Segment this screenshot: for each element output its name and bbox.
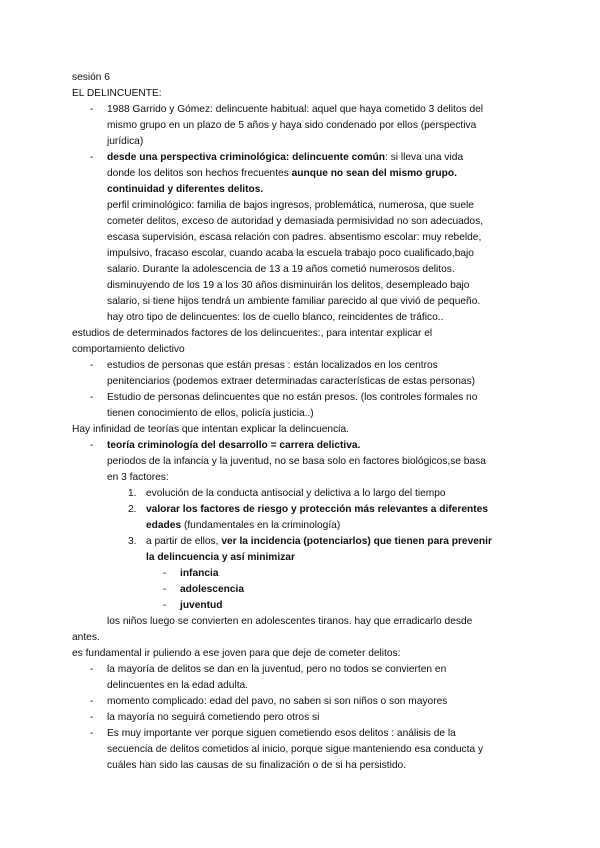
text-line: hay otro tipo de delincuentes: los de cuello blanco, reincidentes de tráfico.. (107, 312, 444, 323)
text-line: cometer delitos, exceso de autoridad y demasiada permisividad no son adecuados, (107, 216, 484, 227)
list-number: 3. (128, 536, 137, 547)
text-line (107, 150, 463, 166)
text-line: Es muy importante ver porque siguen cometiendo esos delitos : análisis de la (107, 728, 456, 739)
bullet-dash: - (90, 392, 94, 403)
text-line: Estudio de personas delincuentes que no están presos. (los controles formales no (107, 392, 478, 403)
text-line: tienen conocimiento de ellos, policía justicia..) (107, 408, 314, 419)
text-line: la mayoría de delitos se dan en la juventud, pero no todos se convierten en (107, 664, 447, 675)
bold-text: valorar los factores de riesgo y protección más relevantes a diferentes (146, 504, 488, 515)
text-line: disminuyendo de los 19 a los 30 años disminuirán los delitos, desempleado bajo (107, 280, 470, 291)
text-line: mismo grupo en un plazo de 5 años y haya sido condenado por ellos (perspectiva (107, 120, 477, 131)
stage-label: infancia (180, 568, 219, 579)
section-title: EL DELINCUENTE: (72, 88, 162, 99)
text-line: evolución de la conducta antisocial y delictiva a lo largo del tiempo (146, 488, 446, 499)
bullet-dash: - (90, 696, 94, 707)
bullet-dash: - (163, 600, 167, 611)
text-line: salario, si tiene hijos tendrá un ambiente familiar parecido al que vivió de pequeño. (107, 296, 481, 307)
stage-label: adolescencia (180, 584, 244, 595)
text-line (180, 566, 219, 582)
text-line: periodos de la infancia y la juventud, no se basa solo en factores biológicos,se basa (107, 456, 486, 467)
text-line (107, 182, 263, 198)
text-line (146, 550, 295, 566)
text-line: es fundamental ir puliendo a ese joven para que deje de cometer delitos: (72, 648, 401, 659)
text-line (146, 502, 488, 518)
text-line: en 3 factores: (107, 472, 169, 483)
text-line: la mayoría no seguirá cometiendo pero otros si (107, 712, 320, 723)
bold-text: la delincuencia y así minimizar (146, 552, 295, 563)
text-line: penitenciarios (podemos extraer determinadas características de estas personas) (107, 376, 476, 387)
text-line: perfil criminológico: familia de bajos ingresos, problemática, numerosa, que suele (107, 200, 474, 211)
bullet-dash: - (90, 712, 94, 723)
bold-text: ver la incidencia (potenciarlos) que tienen para prevenir (221, 536, 492, 547)
bullet-dash: - (90, 728, 94, 739)
bullet-dash: - (90, 360, 94, 371)
bold-text: teoría criminología del desarrollo = carrera delictiva. (107, 440, 361, 451)
text-line: antes. (72, 632, 100, 643)
list-number: 2. (128, 504, 137, 515)
bold-text: aunque no sean del mismo grupo. (291, 168, 457, 179)
bullet-dash: - (163, 584, 167, 595)
text-line (146, 518, 340, 534)
text-line: jurídica) (107, 136, 144, 147)
text-line: cuáles han sido las causas de su finalización o de si ha persistido. (107, 760, 407, 771)
bold-text: desde una perspectiva criminológica: delincuente común (107, 152, 385, 163)
bullet-dash: - (90, 104, 94, 115)
text-line: Hay infinidad de teorías que intentan explicar la delincuencia. (72, 424, 349, 435)
text-span: : si lleva una vida (384, 152, 464, 163)
text-span: (fundamentales en la criminología) (181, 520, 341, 531)
text-line: delincuentes en la edad adulta. (107, 680, 249, 691)
text-line: los niños luego se convierten en adolescentes tiranos. hay que erradicarlo desde (107, 616, 473, 627)
text-line (180, 582, 244, 598)
session-label: sesión 6 (72, 72, 110, 83)
text-line: momento complicado: edad del pavo, no saben si son niños o son mayores (107, 696, 448, 707)
bullet-dash: - (90, 152, 94, 163)
text-line: 1988 Garrido y Gómez: delincuente habitual: aquel que haya cometido 3 delitos del (107, 104, 484, 115)
bullet-dash: - (90, 440, 94, 451)
text-line: escasa supervisión, escasa relación con padres. absentismo escolar: muy rebelde, (107, 232, 482, 243)
text-line (146, 534, 492, 550)
bullet-dash: - (90, 664, 94, 675)
text-line (107, 438, 360, 454)
bold-text: edades (146, 520, 182, 531)
text-line: impulsivo, fracaso escolar, cuando acaba la escuela trabajo poco cualificado,bajo (107, 248, 474, 259)
bold-text: continuidad y diferentes delitos. (107, 184, 264, 195)
stage-label: juventud (180, 600, 223, 611)
text-line: estudios de personas que están presas : están localizados en los centros (107, 360, 438, 371)
text-line: estudios de determinados factores de los delincuentes:, para intentar explicar el (72, 328, 433, 339)
text-span: a partir de ellos, (146, 536, 222, 547)
bullet-dash: - (163, 568, 167, 579)
list-number: 1. (128, 488, 137, 499)
text-line (107, 166, 457, 182)
text-line: comportamiento delictivo (72, 344, 185, 355)
text-line: salario. Durante la adolescencia de 13 a 19 años cometió numerosos delitos. (107, 264, 455, 275)
text-span: donde los delitos son hechos frecuentes (107, 168, 292, 179)
text-line (180, 598, 222, 614)
text-line: secuencia de delitos cometidos al inicio, porque sigue manteniendo esa conducta y (107, 744, 484, 755)
